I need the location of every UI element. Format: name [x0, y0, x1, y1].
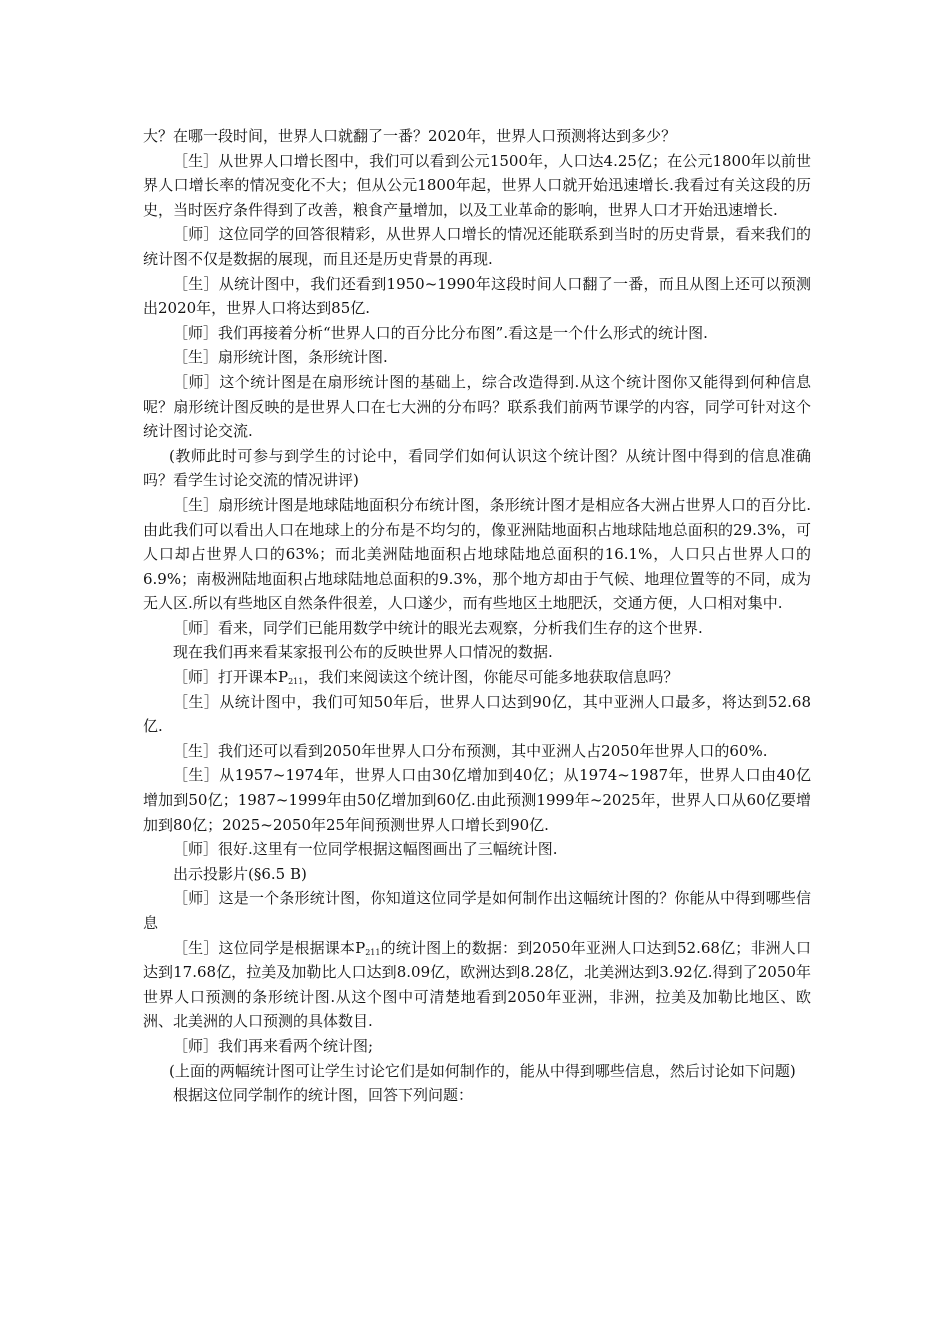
paragraph: ［师］这是一个条形统计图，你知道这位同学是如何制作出这幅统计图的？你能从中得到哪些信息	[143, 889, 811, 932]
paragraph: ［师］我们再接着分析“世界人口的百分比分布图”.看这是一个什么形式的统计图.	[173, 323, 708, 342]
paragraph: ［师］看来，同学们已能用数学中统计的眼光去观察，分析我们生存的这个世界.	[173, 618, 703, 637]
paragraph: ［师］我们再来看两个统计图;	[173, 1036, 374, 1055]
paragraph: 根据这位同学制作的统计图，回答下列问题：	[173, 1086, 474, 1105]
paragraph: ［生］扇形统计图是地球陆地面积分布统计图，条形统计图才是相应各大洲占世界人口的百分比.由此我们可以看出人口在地球上的分布是不均匀的，像亚洲陆地面积占地球陆地总面积的29.3%，可人口却占世界人口的63%；而北美洲陆地面积占地球陆地总面积的16.1%，人口只占世界人口的6.9%；南极洲陆地面积占地球陆地总面积的9.3%，那个地方却由于气候、地理位置等的不同，成为无人区.所以有些地区自然条件很差，人口遂少，而有些地区土地肥沃，交通方便，人口相对集中.	[143, 495, 811, 613]
paragraph	[143, 936, 811, 1034]
paragraph: ［师］这位同学的回答很精彩，从世界人口增长的情况还能联系到当时的历史背景，看来我们的统计图不仅是数据的展现，而且还是历史背景的再现.	[143, 225, 811, 268]
paragraph: 现在我们再来看某家报刊公布的反映世界人口情况的数据.	[173, 643, 553, 662]
paragraph-text: ［生］这位同学是根据课本P	[173, 938, 366, 957]
page-subscript: 211	[365, 947, 381, 957]
page-subscript: 211	[288, 677, 304, 687]
paragraph: 出示投影片(§6.5 B)	[173, 864, 307, 883]
document-body	[143, 124, 811, 1108]
paragraph-text: 的统计图上的数据：到2050年亚洲人口达到52.68亿；非洲人口达到17.68亿，拉美及加勒比人口达到8.09亿，欧洲达到8.28亿，北美洲达到3.92亿.得到了2050年世界人口预测的条形统计图.从这个图中可清楚地看到2050年亚洲，非洲，拉美及加勒比地区、欧洲、北美洲的人口预测的具体数目.	[143, 938, 811, 1031]
paragraph: ［生］扇形统计图，条形统计图.	[173, 348, 388, 367]
paragraph: ［生］从1957~1974年，世界人口由30亿增加到40亿；从1974~1987年，世界人口由40亿增加到50亿；1987~1999年由50亿增加到60亿.由此预测1999年~2025年，世界人口从60亿要增加到80亿；2025~2050年25年间预测世界人口增长到90亿.	[143, 766, 811, 834]
paragraph: (上面的两幅统计图可让学生讨论它们是如何制作的，能从中得到哪些信息，然后讨论如下问题)	[169, 1061, 796, 1080]
paragraph: 大？在哪一段时间，世界人口就翻了一番？2020年，世界人口预测将达到多少？	[143, 127, 677, 145]
paragraph: ［师］这个统计图是在扇形统计图的基础上，综合改造得到.从这个统计图你又能得到何种信息呢？扇形统计图反映的是世界人口在七大洲的分布吗？联系我们前两节课学的内容，同学可针对这个统计图讨论交流.	[143, 372, 811, 441]
paragraph: ［生］从世界人口增长图中，我们可以看到公元1500年，人口达4.25亿；在公元1800年以前世界人口增长率的情况变化不大；但从公元1800年起，世界人口就开始迅速增长.我看过有关这段的历史，当时医疗条件得到了改善，粮食产量增加，以及工业革命的影响，世界人口才开始迅速增长.	[143, 151, 811, 219]
paragraph: (教师此时可参与到学生的讨论中，看同学们如何认识这个统计图？从统计图中得到的信息准确吗？看学生讨论交流的情况讲评)	[143, 446, 811, 490]
paragraph: ［生］从统计图中，我们可知50年后，世界人口达到90亿，其中亚洲人口最多，将达到52.68亿.	[143, 692, 811, 736]
paragraph: ［生］我们还可以看到2050年世界人口分布预测，其中亚洲人占2050年世界人口的60%.	[173, 741, 768, 760]
paragraph: ［生］从统计图中，我们还看到1950~1990年这段时间人口翻了一番，而且从图上还可以预测出2020年，世界人口将达到85亿.	[143, 274, 811, 318]
paragraph-text: ，我们来阅读这个统计图，你能尽可能多地获取信息吗？	[303, 668, 679, 687]
paragraph	[143, 665, 811, 690]
paragraph: ［师］很好.这里有一位同学根据这幅图画出了三幅统计图.	[173, 840, 558, 859]
paragraph-text: ［师］打开课本P	[173, 668, 289, 687]
